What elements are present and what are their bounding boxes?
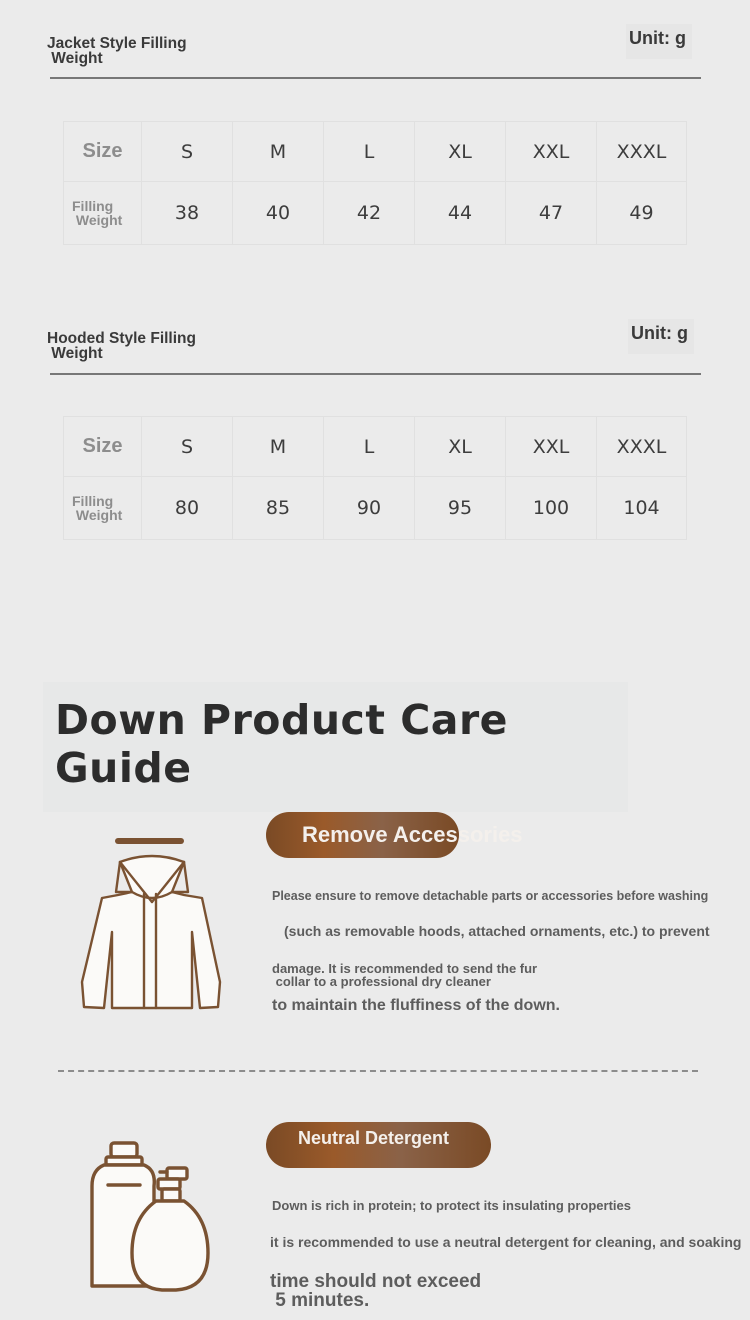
care-text-line: Please ensure to remove detachable parts or accessories before washing <box>272 889 709 903</box>
care-guide-title: Down Product Care Guide <box>43 682 628 812</box>
hooded-size-table <box>63 416 687 540</box>
weight-cell: 38 <box>142 182 233 245</box>
size-cell: L <box>324 122 415 182</box>
filling-weight-header: Filling Weight <box>64 182 142 245</box>
size-cell: S <box>142 122 233 182</box>
size-cell: L <box>324 417 415 477</box>
weight-cell: 85 <box>233 477 324 540</box>
hooded-divider <box>50 373 701 375</box>
table-row <box>64 477 687 540</box>
size-cell: XXXL <box>597 417 687 477</box>
hooded-section-title: Hooded Style Filling Weight <box>47 330 196 362</box>
weight-cell: 90 <box>324 477 415 540</box>
weight-cell: 80 <box>142 477 233 540</box>
filling-weight-header: Filling Weight <box>64 477 142 540</box>
weight-cell: 40 <box>233 182 324 245</box>
care-text-line: (such as removable hoods, attached ornaments, etc.) to prevent <box>284 923 710 939</box>
size-cell: XL <box>415 122 506 182</box>
table-row <box>64 122 687 182</box>
size-cell: XXL <box>506 417 597 477</box>
care-text-line: Down is rich in protein; to protect its insulating properties <box>272 1198 631 1213</box>
weight-cell: 47 <box>506 182 597 245</box>
size-header: Size <box>64 417 142 477</box>
jacket-section-title: Jacket Style Filling Weight <box>47 35 187 67</box>
jacket-size-table <box>63 121 687 245</box>
table-row <box>64 182 687 245</box>
care-text-line: to maintain the fluffiness of the down. <box>272 997 560 1014</box>
weight-cell: 44 <box>415 182 506 245</box>
remove-accessories-label: Remove Accessories <box>302 822 523 847</box>
weight-cell: 95 <box>415 477 506 540</box>
size-cell: XXL <box>506 122 597 182</box>
detergent-bottles-icon <box>84 1138 214 1294</box>
neutral-detergent-label: Neutral Detergent <box>298 1128 450 1148</box>
jacket-divider <box>50 77 701 79</box>
size-cell: XL <box>415 417 506 477</box>
section-divider-dashed <box>58 1070 698 1072</box>
size-cell: XXXL <box>597 122 687 182</box>
care-text-line: time should not exceed 5 minutes. <box>270 1271 482 1311</box>
size-cell: M <box>233 122 324 182</box>
weight-cell: 49 <box>597 182 687 245</box>
hooded-unit-label: Unit: g <box>628 319 694 354</box>
size-header: Size <box>64 122 142 182</box>
jacket-icon <box>76 832 226 1016</box>
care-text-line: damage. It is recommended to send the fur collar to a professional dry cleaner <box>272 961 538 989</box>
care-text-line: it is recommended to use a neutral detergent for cleaning, and soaking <box>270 1234 742 1250</box>
table-row <box>64 417 687 477</box>
size-cell: S <box>142 417 233 477</box>
size-cell: M <box>233 417 324 477</box>
weight-cell: 104 <box>597 477 687 540</box>
jacket-unit-label: Unit: g <box>626 24 692 59</box>
weight-cell: 100 <box>506 477 597 540</box>
weight-cell: 42 <box>324 182 415 245</box>
